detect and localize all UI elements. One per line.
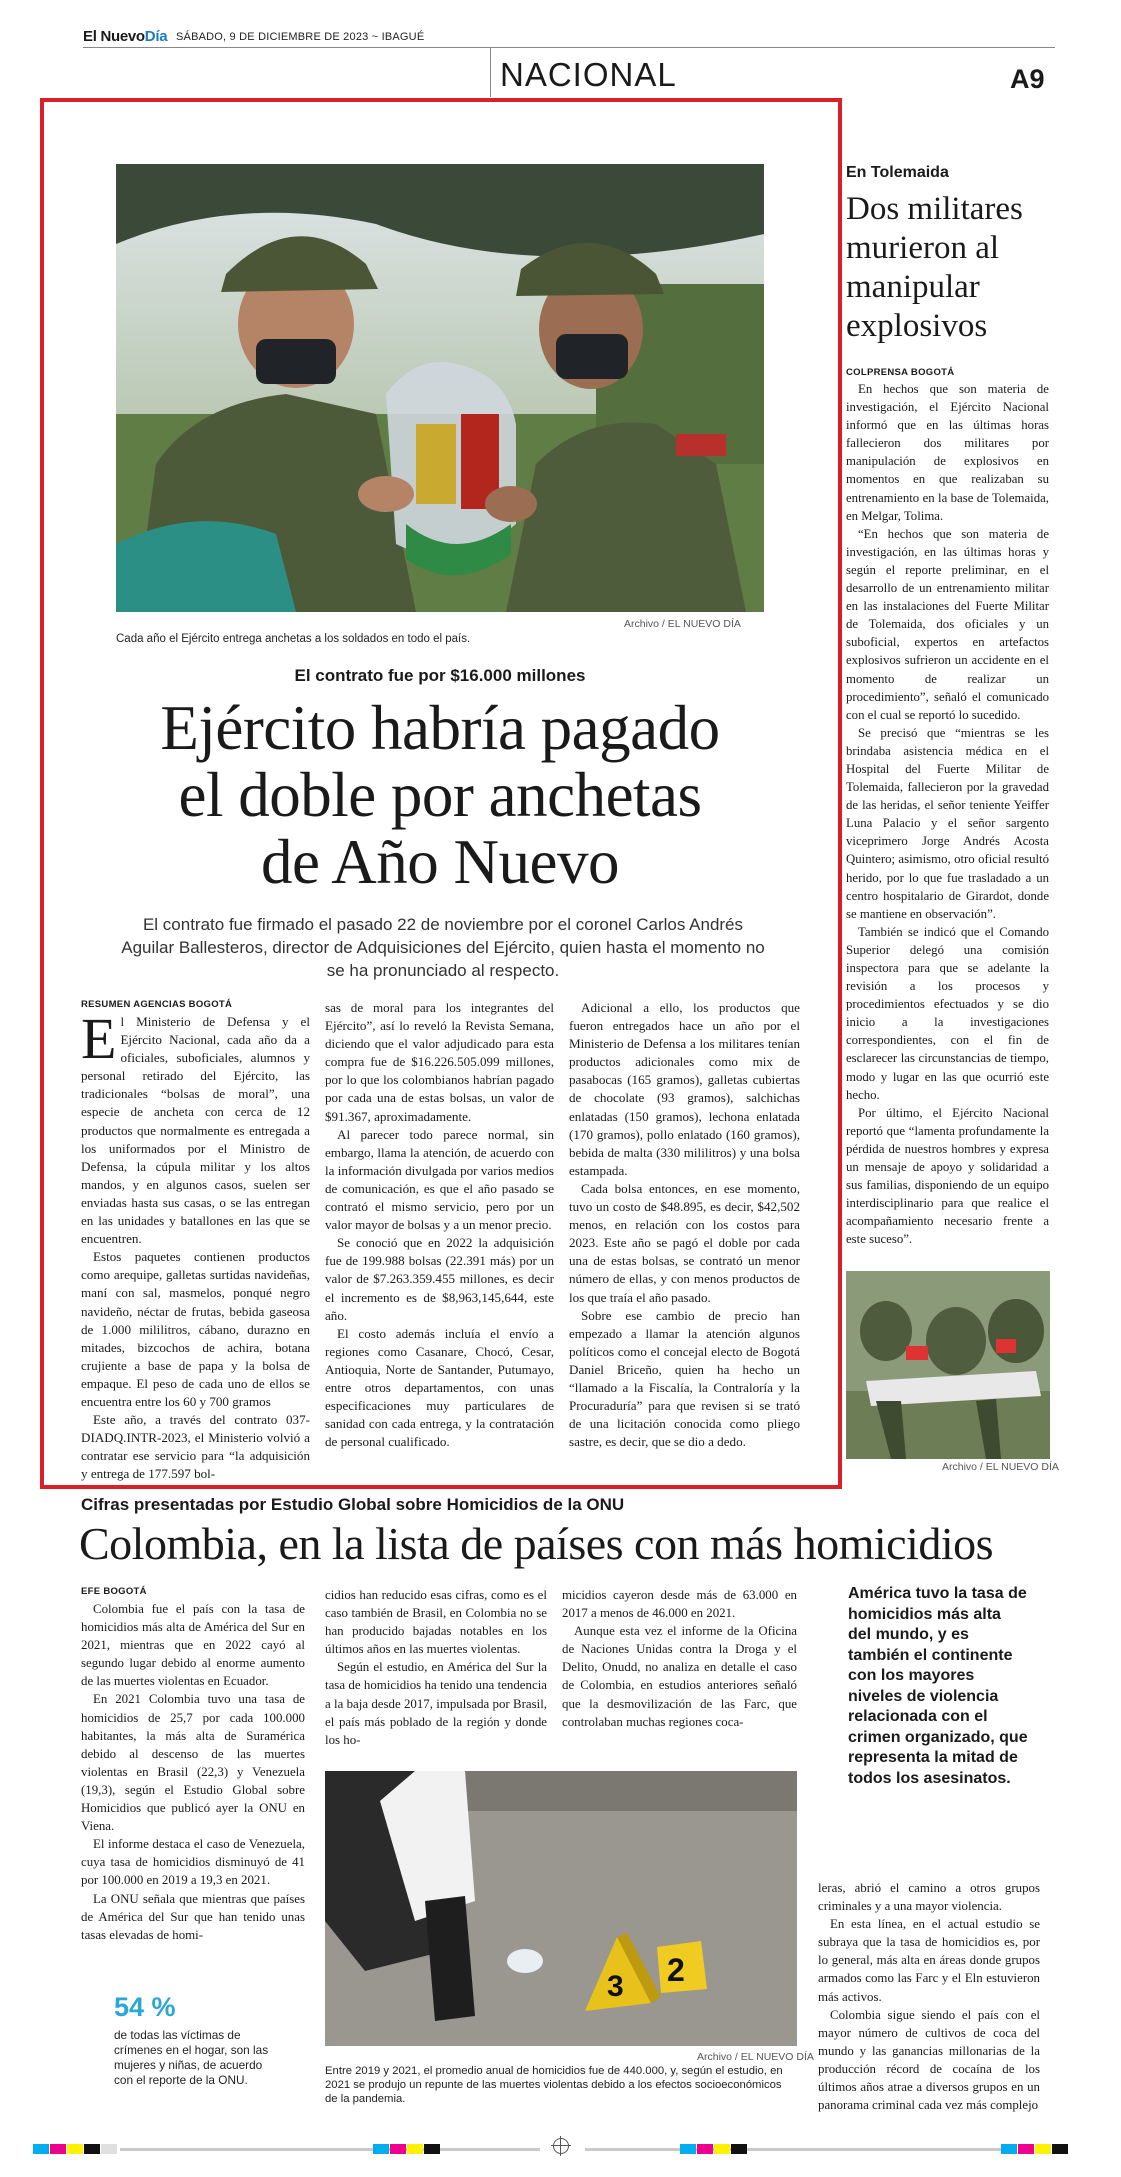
side-paragraph: Por último, el Ejército Nacional reportó que “lamenta profundamente la pérdida de nuestros hombres y expresa un mensaje de apoyo y solidaridad a sus familias, disponiendo de un equipo interdisciplinario para que realice el acompañamiento necesario frente a este suceso”.	[846, 1105, 1049, 1247]
main-col3-paragraph: Cada bolsa entonces, en ese momento, tuvo un costo de $48.895, es decir, $42,502 menos, en relación con los costos para 2023. Este año se pagó el doble por cada una de estas bolsas, se contrató un menor número de ellas, y con menos productos de los que traía el año pasado.	[569, 1180, 800, 1305]
main-deck: El contrato fue firmado el pasado 22 de noviembre por el coronel Carlos Andrés Aguilar Ballesteros, director de Adquisiciones del Ejército, quien hasta el momento no se ha pronunciado al respecto.	[121, 915, 765, 980]
bottom-col4-paragraph: Colombia sigue siendo el país con el mayor número de cultivos de coca del mundo y las ganancias millonarias de la producción récord de cocaína de los últimos años atrae a diversos grupos en un panorama criminal cada vez más complejo	[818, 2007, 1040, 2113]
main-col2-paragraph: sas de moral para los integrantes del Ejército”, así lo reveló la Revista Semana, diciendo que el valor adjudicado para esta compra fue de $16.226.505.099 millones, por lo que los colombianos habrían pagado por cada una de estas bolsas, un valor de $91.367, aproximadamente.	[325, 1000, 554, 1124]
bottom-col2-paragraph: Según el estudio, en América del Sur la tasa de homicidios ha tenido una tendencia a la baja desde 2017, impulsada por Brasil, el país más poblado de la región y donde los ho-	[325, 1660, 547, 1747]
bottom-headline: Colombia, en la lista de países con más homicidios	[79, 1518, 994, 1569]
side-photo-credit: Archivo / EL NUEVO DÍA	[942, 1461, 1059, 1473]
bottom-col3-paragraph: micidios cayeron desde más de 63.000 en 2017 a menos de 46.000 en 2021.	[562, 1588, 797, 1621]
main-col1-paragraph: Este año, a través del contrato 037-DIADQ.INTR-2023, el Ministerio volvió a contratar ese servicio para “la adquisición y entrega de 177.597 bol-	[81, 1412, 310, 1482]
bottom-photo	[325, 1771, 797, 2046]
color-registration-bar-right	[680, 2144, 748, 2154]
stat-value: 54 %	[114, 1992, 176, 2022]
registration-line-right	[585, 2148, 1015, 2151]
evidence-marker-3: 3	[607, 1970, 624, 2003]
logo-text-2: Día	[144, 28, 168, 45]
main-column-1	[81, 1006, 310, 1483]
evidence-marker-2: 2	[667, 1952, 685, 1988]
main-column-3	[569, 999, 800, 1451]
pull-quote: América tuvo la tasa de homicidios más alta del mundo, y es también el continente con los mayores niveles de violencia relacionada con el crimen organizado, que representa la mitad de todos los asesinatos.	[848, 1585, 1028, 1787]
bottom-col1-paragraph: En 2021 Colombia tuvo una tasa de homicidios de 25,7 por cada 100.000 habitantes, la más alta de Suramérica debido al descenso de las muertes violentas en Brasil (22,3) y Venezuela (19,3), según el Estudio Global sobre Homicidios que publicó ayer la ONU en Viena.	[81, 1692, 305, 1834]
bottom-photo-credit: Archivo / EL NUEVO DÍA	[697, 2051, 814, 2063]
color-registration-bar-mid	[373, 2144, 441, 2154]
bottom-column-3	[562, 1586, 797, 1731]
main-headline-line-1: Ejército habría pagado	[160, 693, 720, 763]
side-headline: Dos militares murieron al manipular explosivos	[846, 191, 1023, 344]
bottom-column-2	[325, 1586, 547, 1749]
bottom-col4-paragraph: leras, abrió el camino a otros grupos criminales y a una mayor violencia.	[818, 1881, 1040, 1914]
section-divider	[490, 47, 491, 97]
main-headline-line-2: el doble por anchetas	[178, 760, 702, 830]
registration-mark-icon	[553, 2138, 569, 2154]
main-byline: RESUMEN AGENCIAS BOGOTÁ	[81, 999, 233, 1010]
side-photo	[846, 1271, 1050, 1459]
bottom-kicker: Cifras presentadas por Estudio Global sobre Homicidios de la ONU	[81, 1495, 625, 1514]
date-line: SÁBADO, 9 DE DICIEMBRE DE 2023 ~ IBAGUÉ	[176, 31, 425, 43]
logo-text-1: El Nuevo	[83, 28, 145, 45]
crime-scene-illustration	[325, 1771, 797, 2046]
main-kicker: El contrato fue por $16.000 millones	[294, 666, 586, 685]
bottom-col1-paragraph: Colombia fue el país con la tasa de homicidios más alta de América del Sur en 2021, mientras que en 2022 cayó al segundo lugar debido al enorme aumento de las muertes violentas en Ecuador.	[81, 1602, 305, 1689]
header-rule	[83, 47, 1055, 48]
page-number: A9	[1010, 64, 1045, 94]
side-paragraph: También se indicó que el Comando Superior delegó una comisión inspectora para que se adelante la revisión a los procesos y procedimientos efectuados y se dio inicio a la investigaciones correspondientes, con el fin de esclarecer las circunstancias de tiempo, modo y lugar en las que ocurrió este hecho.	[846, 924, 1049, 1102]
main-col2-paragraph: Se conoció que en 2022 la adquisición fue de 199.988 bolsas (22.391 más) por un valor de $7.263.359.455 millones, es decir el incremento es de $8,963,145,644, este año.	[325, 1235, 554, 1323]
stat-text: de todas las víctimas de crímenes en el hogar, son las mujeres y niñas, de acuerdo con el reporte de la ONU.	[114, 2028, 269, 2087]
main-col3-paragraph: Sobre ese cambio de precio han empezado a llamar la atención algunos políticos como el concejal electo de Bogotá Daniel Briceño, quien ha hecho un “llamado a la Fiscalía, la Contraloría y la Procuraduría” para que revisen si se trató de una licitación conocida como pliego sastre, es decir, que se dio a dedo.	[569, 1307, 800, 1450]
registration-line	[120, 2148, 540, 2151]
main-photo-caption: Cada año el Ejército entrega anchetas a los soldados en todo el país.	[116, 633, 471, 645]
main-photo	[116, 164, 764, 612]
masthead-logo	[83, 28, 167, 45]
bottom-col2-paragraph: cidios han reducido esas cifras, como es el caso también de Brasil, en Colombia no se han producido bajadas notables en los últimos años en las muertes violentas.	[325, 1588, 547, 1657]
bottom-col3-paragraph: Aunque esta vez el informe de la Oficina de Naciones Unidas contra la Droga y el Delito, Onudd, no analiza en detalle el caso de Colombia, en estudios anteriores señaló que la desmovilización de las Farc, que controlaban muchas regiones coca-	[562, 1624, 797, 1729]
side-kicker: En Tolemaida	[846, 164, 949, 181]
soldiers-stretcher-illustration	[846, 1271, 1050, 1459]
color-registration-bar-left	[33, 2144, 118, 2154]
side-column	[846, 380, 1049, 1249]
main-col2-paragraph: El costo además incluía el envío a regiones como Casanare, Chocó, Cesar, Antioquia, Norte de Santander, Putumayo, entre otros departamentos, con unas especificaciones muy particulares de sanidad con cada entrega, y la contratación de personal cualificado.	[325, 1325, 554, 1450]
side-byline: COLPRENSA BOGOTÁ	[846, 367, 955, 378]
side-paragraph: En hechos que son materia de investigación, el Ejército Nacional informó que en las últimas horas fallecieron dos militares por manipulación de explosivos en momentos en que realizaban su entrenamiento en la base de Tolemaida, en Melgar, Tolima.	[846, 382, 1049, 523]
bottom-col1-paragraph: El informe destaca el caso de Venezuela, cuya tasa de homicidios disminuyó de 41 por 100.000 en 2019 a 19,3 en 2021.	[81, 1837, 305, 1888]
main-column-2	[325, 999, 554, 1451]
color-registration-bar-far-right	[1001, 2144, 1069, 2154]
bottom-col1-paragraph: La ONU señala que mientras que países de América del Sur que han tenido unas tasas elevadas de homi-	[81, 1891, 305, 1942]
main-col1-paragraph: Estos paquetes contienen productos como arequipe, galletas surtidas navideñas, maní con sal, masmelos, ponqué negro navideño, néctar de frutas, bebida gaseosa de 1.000 mililitros, cábano, durazno en mitades, bizcochos de achira, botana crujiente a base de papa y la bolsa de empaque. El peso de cada uno de ellos se encuentra entre los 60 y 700 gramos	[81, 1249, 310, 1409]
main-col2-paragraph: Al parecer todo parece normal, sin embargo, llama la atención, de acuerdo con la información divulgada por varios medios de comunicación, es que el año pasado se contrató el mismo servicio, pero por un valor mayor de bolsas y a un menor precio.	[325, 1126, 554, 1233]
bottom-col4-paragraph: En esta línea, en el actual estudio se subraya que la tasa de homicidios es, por lo general, más alta en áreas donde grupos armados como las Farc y el Eln estuvieron más activos.	[818, 1917, 1040, 2004]
main-photo-credit: Archivo / EL NUEVO DÍA	[624, 618, 741, 630]
main-headline-line-3: de Año Nuevo	[261, 827, 619, 897]
side-paragraph: Se precisó que “mientras se les brindaba asistencia médica en el Hospital del Fuerte Militar de Tolemaida, fallecieron por la gravedad de las heridas, el señor teniente Yeiffer Luna Palacio y el señor sargento viceprimero Jorge Andrés Acosta Quintero; asimismo, otro oficial resultó herido, por lo que fue trasladado a un centro hospitalario de Girardot, donde se mantiene en observación”.	[846, 725, 1049, 921]
main-headline	[60, 695, 820, 896]
bottom-byline: EFE BOGOTÁ	[81, 1586, 147, 1597]
side-paragraph: “En hechos que son materia de investigación, en las últimas horas y según el reporte preliminar, en el desarrollo de un entrenamiento militar en las instalaciones del Fuerte Militar de Tolemaida, dos oficiales y un suboficial, expertos en artefactos explosivos sufrieron un accidente en el momento de realizar un procedimiento”, señaló el comunicado con el cual se reportó lo sucedido.	[846, 526, 1049, 722]
bottom-photo-caption: Entre 2019 y 2021, el promedio anual de homicidios fue de 440.000, y, según el estudio, en 2021 se produjo un repunte de las muertes violentas debido a los efectos socioeconómicos de la pandemia.	[325, 2065, 783, 2105]
section-title: NACIONAL	[500, 56, 677, 93]
main-col3-paragraph: Adicional a ello, los productos que fueron entregados hace un año por el Ministerio de Defensa a los militares tenían productos adicionales como mix de pasabocas (165 gramos), galletas cubiertas de chocolate (93 gramos), salchichas enlatadas (150 gramos), lechona enlatada (170 gramos), pollo enlatado (160 gramos), bebida de malta (330 mililitros) y una bolsa estampada.	[569, 1000, 800, 1178]
bottom-column-4	[818, 1879, 1040, 2114]
bottom-column-1	[81, 1600, 305, 1944]
dropcap: E	[81, 1006, 117, 1071]
main-col1-paragraph: l Ministerio de Defensa y el Ejército Nacional, cada año da a oficiales, suboficiales, alumnos y personal retirado del Ejército, las tradicionales “bolsas de moral”, una especie de ancheta con cerca de 12 productos que normalmente es entregada a los uniformados por el Ministro de Defensa, la cúpula militar y los altos mandos, y en algunos casos, suelen ser enviadas hasta sus casas, o se las entregan en las unidades y batallones en las que se encuentren.	[81, 1014, 310, 1247]
soldiers-photo-illustration	[116, 164, 764, 612]
